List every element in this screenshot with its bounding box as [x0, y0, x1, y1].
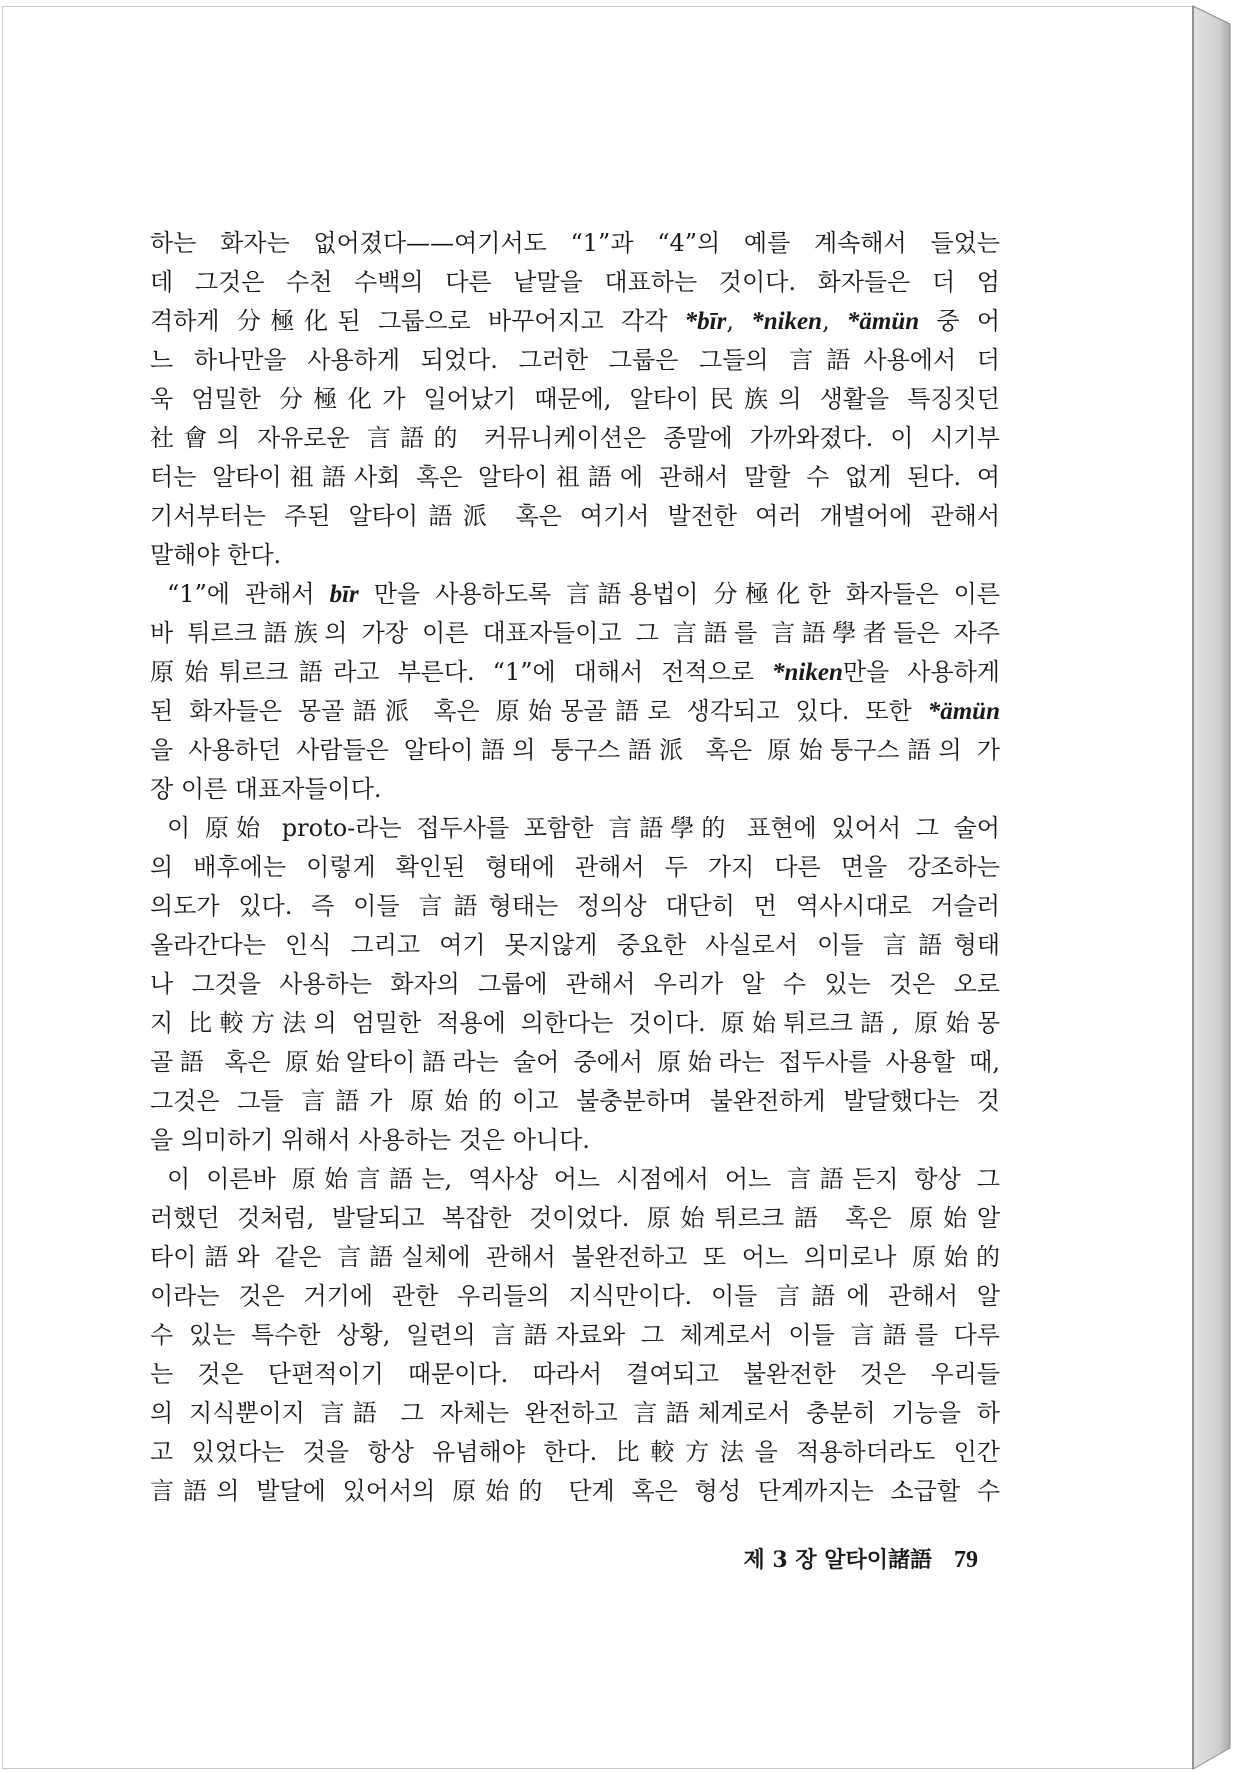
line-text: 러했던 것처럼, 발달되고 복잡한 것이었다. 原始튀르크語 혹은 原始알	[150, 1204, 1000, 1232]
line-text: 을 사용하던 사람들은 알타이語의 퉁구스語派 혹은 原始퉁구스語의 가	[150, 736, 1000, 764]
page-edge	[1190, 0, 1236, 1773]
text-line	[150, 1277, 1000, 1316]
line-text: 수 있는 특수한 상황, 일련의 言語자료와 그 체계로서 이들 言語를 다루	[150, 1321, 1000, 1349]
text-line	[150, 965, 1000, 1004]
line-text: 올라간다는 인식 그리고 여기 못지않게 중요한 사실로서 이들 言語형태	[150, 931, 1000, 959]
text-line	[150, 1199, 1000, 1238]
line-text: 이라는 것은 거기에 관한 우리들의 지식만이다. 이들 言語에 관해서 알	[150, 1282, 1000, 1310]
line-text: 바 튀르크語族의 가장 이른 대표자들이고 그 言語를 言語學者들은 자주	[150, 619, 1000, 647]
line-text: 장 이른 대표자들이다.	[150, 775, 382, 803]
text-line	[150, 809, 1000, 848]
text-line	[150, 1082, 1000, 1121]
text-line	[150, 458, 1000, 497]
text-line	[150, 1394, 1000, 1433]
line-text: 지 比較方法의 엄밀한 적용에 의한다는 것이다. 原始튀르크語, 原始몽	[150, 1009, 1000, 1037]
page-edge-shape	[1193, 6, 1230, 1769]
line-text: 社會의 자유로운 言語的 커뮤니케이션은 종말에 가까와졌다. 이 시기부	[150, 424, 1000, 452]
text-line	[150, 1238, 1000, 1277]
text-line	[150, 497, 1000, 536]
line-text: ,	[726, 307, 752, 335]
text-line	[150, 1043, 1000, 1082]
line-text: 만을 사용하게	[842, 658, 1000, 686]
text-line	[150, 536, 1000, 575]
line-text: 고 있었다는 것을 항상 유념해야 한다. 比較方法을 적용하더라도 인간	[150, 1438, 1000, 1466]
text-line	[150, 380, 1000, 419]
page-number: 79	[954, 1547, 978, 1573]
line-text: 기서부터는 주된 알타이語派 혹은 여기서 발전한 여러 개별어에 관해서	[150, 502, 1000, 530]
text-line	[150, 1355, 1000, 1394]
text-line	[150, 341, 1000, 380]
line-text: 욱 엄밀한 分極化가 일어났기 때문에, 알타이民族의 생활을 특징짓던	[150, 385, 1000, 413]
line-text: 의 지식뿐이지 言語 그 자체는 완전하고 言語체계로서 충분히 기능을 하	[150, 1399, 1000, 1427]
line-text: 하는 화자는 없어졌다——여기서도 “1”과 “4”의 예를 계속해서 들었는	[150, 229, 1000, 257]
text-line	[150, 614, 1000, 653]
chapter-title: 제 3 장 알타이諸語	[743, 1547, 932, 1573]
italic-term: *niken	[772, 659, 843, 686]
text-line	[150, 1316, 1000, 1355]
line-text: 原始튀르크語라고 부른다. “1”에 대해서 전적으로	[150, 658, 773, 686]
line-text: ,	[822, 307, 847, 335]
line-text: 터는 알타이祖語사회 혹은 알타이祖語에 관해서 말할 수 없게 된다. 여	[150, 463, 1000, 491]
running-footer	[150, 1541, 978, 1580]
italic-term: *niken	[751, 308, 823, 335]
italic-term: *ämün	[846, 308, 920, 335]
text-line	[150, 1004, 1000, 1043]
line-text: 중 어	[919, 307, 1000, 335]
line-text: 의도가 있다. 즉 이들 言語형태는 정의상 대단히 먼 역사시대로 거슬러	[150, 892, 1000, 920]
italic-term: *ämün	[927, 698, 1000, 725]
text-line	[150, 848, 1000, 887]
text-line	[150, 1472, 1000, 1511]
line-text: 을 의미하기 위해서 사용하는 것은 아니다.	[150, 1126, 590, 1154]
line-text: 골語 혹은 原始알타이語라는 술어 중에서 原始라는 접두사를 사용할 때,	[150, 1048, 1000, 1076]
line-text: “1”에 관해서	[167, 580, 330, 608]
text-line	[150, 263, 1000, 302]
text-line	[150, 653, 1000, 692]
italic-term: *bīr	[684, 308, 727, 335]
text-line	[150, 1433, 1000, 1472]
line-text: 그것은 그들 言語가 原始的이고 불충분하며 불완전하게 발달했다는 것	[150, 1087, 1000, 1115]
text-line	[150, 887, 1000, 926]
line-text: 된 화자들은 몽골語派 혹은 原始몽골語로 생각되고 있다. 또한	[150, 697, 928, 725]
line-text: 타이語와 같은 言語실체에 관해서 불완전하고 또 어느 의미로나 原始的	[150, 1243, 1000, 1271]
line-text: 만을 사용하도록 言語용법이 分極化한 화자들은 이른	[358, 580, 1000, 608]
text-line	[150, 1160, 1000, 1199]
text-line	[150, 770, 1000, 809]
line-text: 이 이른바 原始言語는, 역사상 어느 시점에서 어느 言語든지 항상 그	[167, 1165, 1000, 1193]
line-text: 는 것은 단편적이기 때문이다. 따라서 결여되고 불완전한 것은 우리들	[150, 1360, 1000, 1388]
italic-term: bīr	[329, 581, 359, 608]
text-line	[150, 224, 1000, 263]
text-line	[150, 302, 1000, 341]
text-line	[150, 575, 1000, 614]
text-line	[150, 1121, 1000, 1160]
line-text: 나 그것을 사용하는 화자의 그룹에 관해서 우리가 알 수 있는 것은 오로	[150, 970, 1000, 998]
text-line	[150, 926, 1000, 965]
line-text: 느 하나만을 사용하게 되었다. 그러한 그룹은 그들의 言語사용에서 더	[150, 346, 1000, 374]
line-text: 言語의 발달에 있어서의 原始的 단계 혹은 형성 단계까지는 소급할 수	[150, 1477, 1000, 1505]
page-body-text	[150, 224, 1000, 1511]
line-text: 의 배후에는 이렇게 확인된 형태에 관해서 두 가지 다른 면을 강조하는	[150, 853, 1000, 881]
line-text: 데 그것은 수천 수백의 다른 낱말을 대표하는 것이다. 화자들은 더 엄	[150, 268, 1000, 296]
line-text: 말해야 한다.	[150, 541, 282, 569]
text-line	[150, 731, 1000, 770]
text-line	[150, 692, 1000, 731]
line-text: 이 原始 proto-라는 접두사를 포함한 言語學的 표현에 있어서 그 술어	[167, 814, 1000, 842]
text-line	[150, 419, 1000, 458]
line-text: 격하게 分極化된 그룹으로 바꾸어지고 각각	[150, 307, 685, 335]
